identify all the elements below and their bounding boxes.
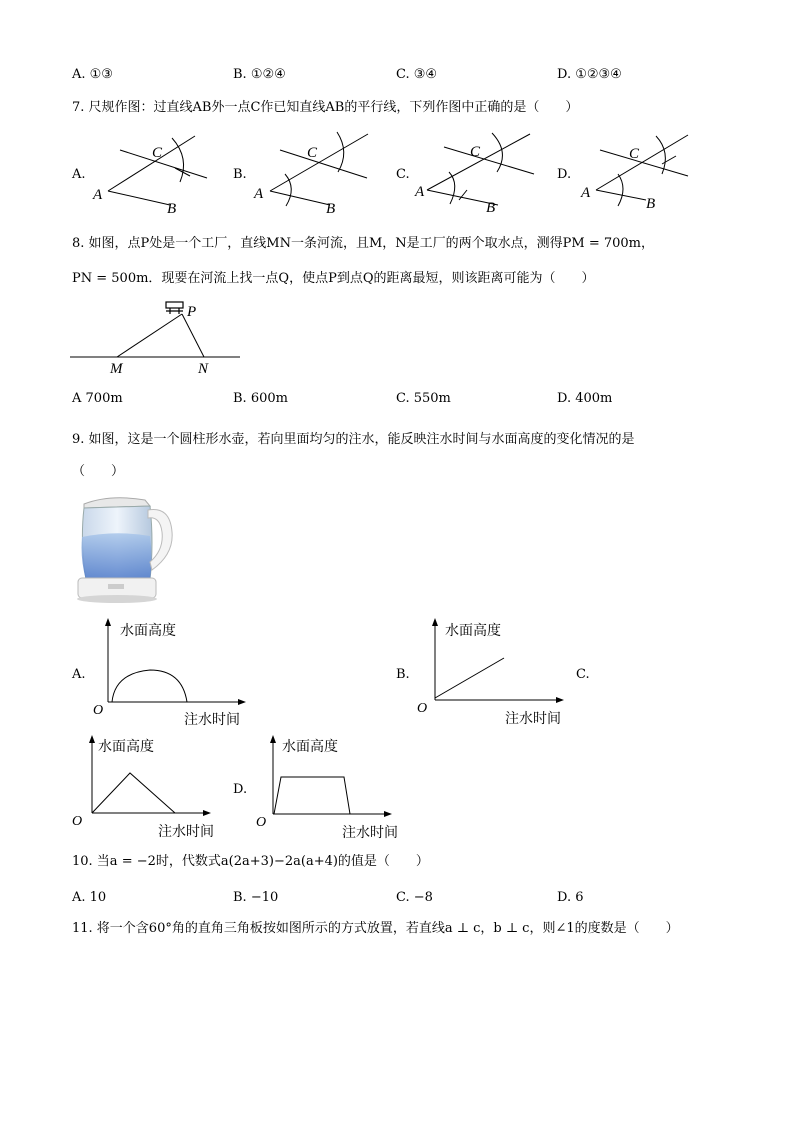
q10-stem: 10. 当a = −2时，代数式a(2a+3)−2a(a+4)的值是（ ） <box>72 854 429 869</box>
q7-c-label-c: C <box>470 144 481 160</box>
q9-graph-b-origin: O <box>417 701 428 716</box>
q7-a-label-c: C <box>152 145 163 161</box>
q8-label-p: P <box>187 304 197 320</box>
q9-option-c-letter: C. <box>576 667 590 682</box>
q6-option-d: D. ①②③④ <box>557 67 622 82</box>
q8-figure <box>70 300 245 375</box>
q6-option-a: A. ①③ <box>72 67 113 82</box>
q9-graph-c-origin: O <box>72 814 83 829</box>
q7-figure-a <box>90 130 210 215</box>
q9-graph-d-y-label: 水面高度 <box>282 739 338 755</box>
q9-graph-d-x-label: 注水时间 <box>342 825 398 841</box>
q7-option-a-letter: A. <box>72 167 86 182</box>
q9-graph-c-y-label: 水面高度 <box>98 739 154 755</box>
q7-figure-c <box>412 130 542 215</box>
q9-stem-line2: （ ） <box>72 464 125 479</box>
q9-option-b-letter: B. <box>396 667 410 682</box>
q11-stem: 11. 将一个含60°角的直角三角板按如图所示的方式放置，若直线a ⊥ c，b ⊥ c，则∠1的度数是（ ） <box>72 921 679 936</box>
q10-option-c: C. −8 <box>396 890 433 905</box>
q7-c-label-b: B <box>486 200 496 216</box>
q9-graph-a-x-label: 注水时间 <box>184 712 240 728</box>
q8-option-c: C. 550m <box>396 391 451 406</box>
q7-b-label-b: B <box>326 201 336 217</box>
q9-option-d-letter: D. <box>233 782 248 797</box>
q9-graph-c-x-label: 注水时间 <box>158 824 214 840</box>
q7-option-c-letter: C. <box>396 167 410 182</box>
q10-option-b: B. −10 <box>233 890 279 905</box>
q8-option-d: D. 400m <box>557 391 613 406</box>
q7-stem: 7. 尺规作图：过直线AB外一点C作已知直线AB的平行线，下列作图中正确的是（ ） <box>72 100 579 115</box>
q10-option-a: A. 10 <box>72 890 107 905</box>
q9-stem-line1: 9. 如图，这是一个圆柱形水壶，若向里面均匀的注水，能反映注水时间与水面高度的变化情况的是 <box>72 432 635 447</box>
q10-option-d: D. 6 <box>557 890 584 905</box>
q9-option-a-letter: A. <box>72 667 86 682</box>
q7-a-label-b: B <box>167 201 177 217</box>
q8-label-n: N <box>198 361 209 377</box>
q9-graph-b-y-label: 水面高度 <box>445 623 501 639</box>
q7-c-label-a: A <box>415 184 425 200</box>
q7-figure-d <box>578 130 708 215</box>
factory-icon <box>166 302 183 314</box>
q9-graph-d-origin: O <box>256 815 267 830</box>
q6-option-c: C. ③④ <box>396 67 438 82</box>
q8-option-a: A 700m <box>72 391 123 406</box>
q9-graph-a-origin: O <box>93 703 104 718</box>
q7-b-label-c: C <box>307 145 318 161</box>
q8-option-b: B. 600m <box>233 391 288 406</box>
q9-graph-b <box>418 618 588 728</box>
q9-graph-b-x-label: 注水时间 <box>505 711 561 727</box>
kettle-image <box>70 492 180 607</box>
q9-graph-a-y-label: 水面高度 <box>120 623 176 639</box>
q7-figure-b <box>250 130 370 215</box>
q8-stem-line1: 8. 如图，点P处是一个工厂，直线MN一条河流，且M，N是工厂的两个取水点，测得PM = 700m， <box>72 236 655 251</box>
q7-d-label-a: A <box>581 185 591 201</box>
q7-d-label-b: B <box>646 196 656 212</box>
q7-option-b-letter: B. <box>233 167 247 182</box>
q7-b-label-a: A <box>254 186 264 202</box>
q8-label-m: M <box>110 361 123 377</box>
q6-option-b: B. ①②④ <box>233 67 286 82</box>
q7-d-label-c: C <box>629 146 640 162</box>
q7-a-label-a: A <box>93 187 103 203</box>
q7-option-d-letter: D. <box>557 167 572 182</box>
q8-stem-line2: PN = 500m．现要在河流上找一点Q，使点P到点Q的距离最短，则该距离可能为（ ） <box>72 271 595 286</box>
